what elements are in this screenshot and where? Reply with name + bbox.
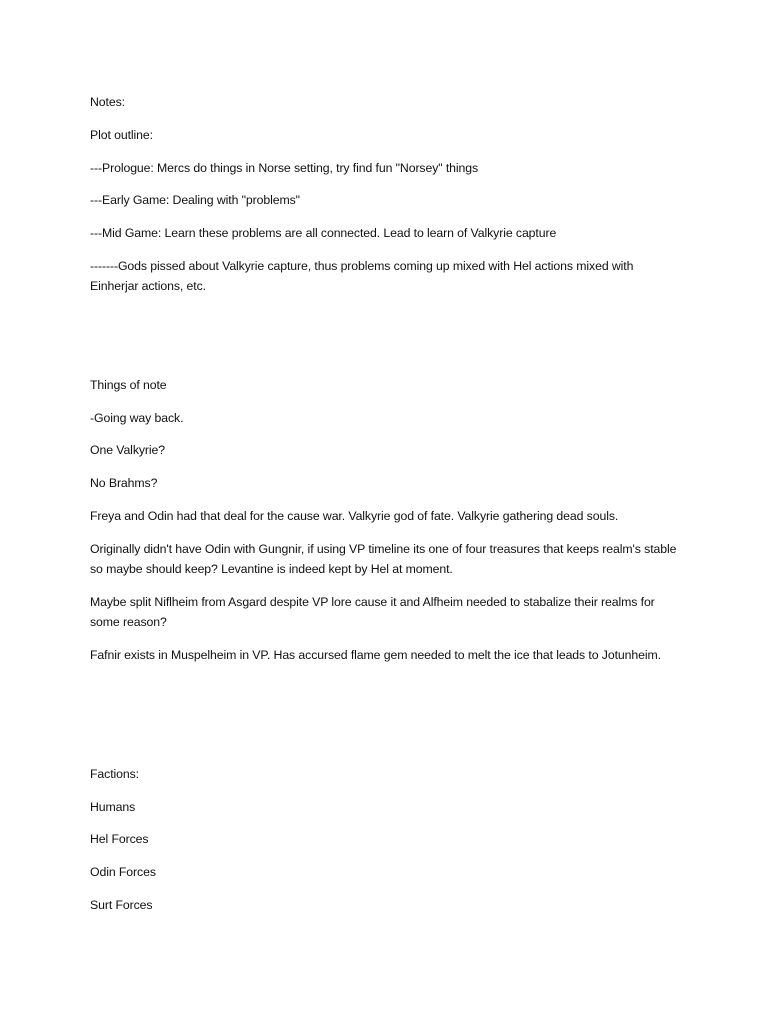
faction-odin-forces: Odin Forces (90, 865, 156, 879)
note-going-way-back: -Going way back. (90, 411, 184, 425)
faction-surt-forces: Surt Forces (90, 898, 153, 912)
plot-mid-game: ---Mid Game: Learn these problems are all connected. Lead to learn of Valkyrie capture (90, 226, 557, 240)
note-freya-odin: Freya and Odin had that deal for the cause war. Valkyrie god of fate. Valkyrie gathering dead souls. (90, 509, 619, 523)
notes-heading: Notes: (90, 95, 125, 109)
plot-prologue: ---Prologue: Mercs do things in Norse setting, try find fun "Norsey" things (90, 161, 479, 175)
plot-gods-pissed: -------Gods pissed about Valkyrie capture, thus problems coming up mixed with Hel actions mixed with Einherjar actions, etc. (90, 259, 634, 293)
plot-outline-heading: Plot outline: (90, 128, 153, 142)
faction-humans: Humans (90, 800, 136, 814)
note-one-valkyrie: One Valkyrie? (90, 443, 166, 457)
note-gungnir: Originally didn't have Odin with Gungnir, if using VP timeline its one of four treasures that keeps realm's stable so maybe should keep? Levantine is indeed kept by Hel at moment. (90, 542, 677, 576)
plot-early-game: ---Early Game: Dealing with "problems" (90, 193, 300, 207)
note-niflheim: Maybe split Niflheim from Asgard despite VP lore cause it and Alfheim needed to stabalize their realms for some reason? (90, 595, 655, 629)
things-of-note-heading: Things of note (90, 378, 167, 392)
note-no-brahms: No Brahms? (90, 476, 158, 490)
factions-heading: Factions: (90, 767, 139, 781)
faction-hel-forces: Hel Forces (90, 832, 149, 846)
note-fafnir: Fafnir exists in Muspelheim in VP. Has accursed flame gem needed to melt the ice that leads to Jotunheim. (90, 648, 661, 662)
